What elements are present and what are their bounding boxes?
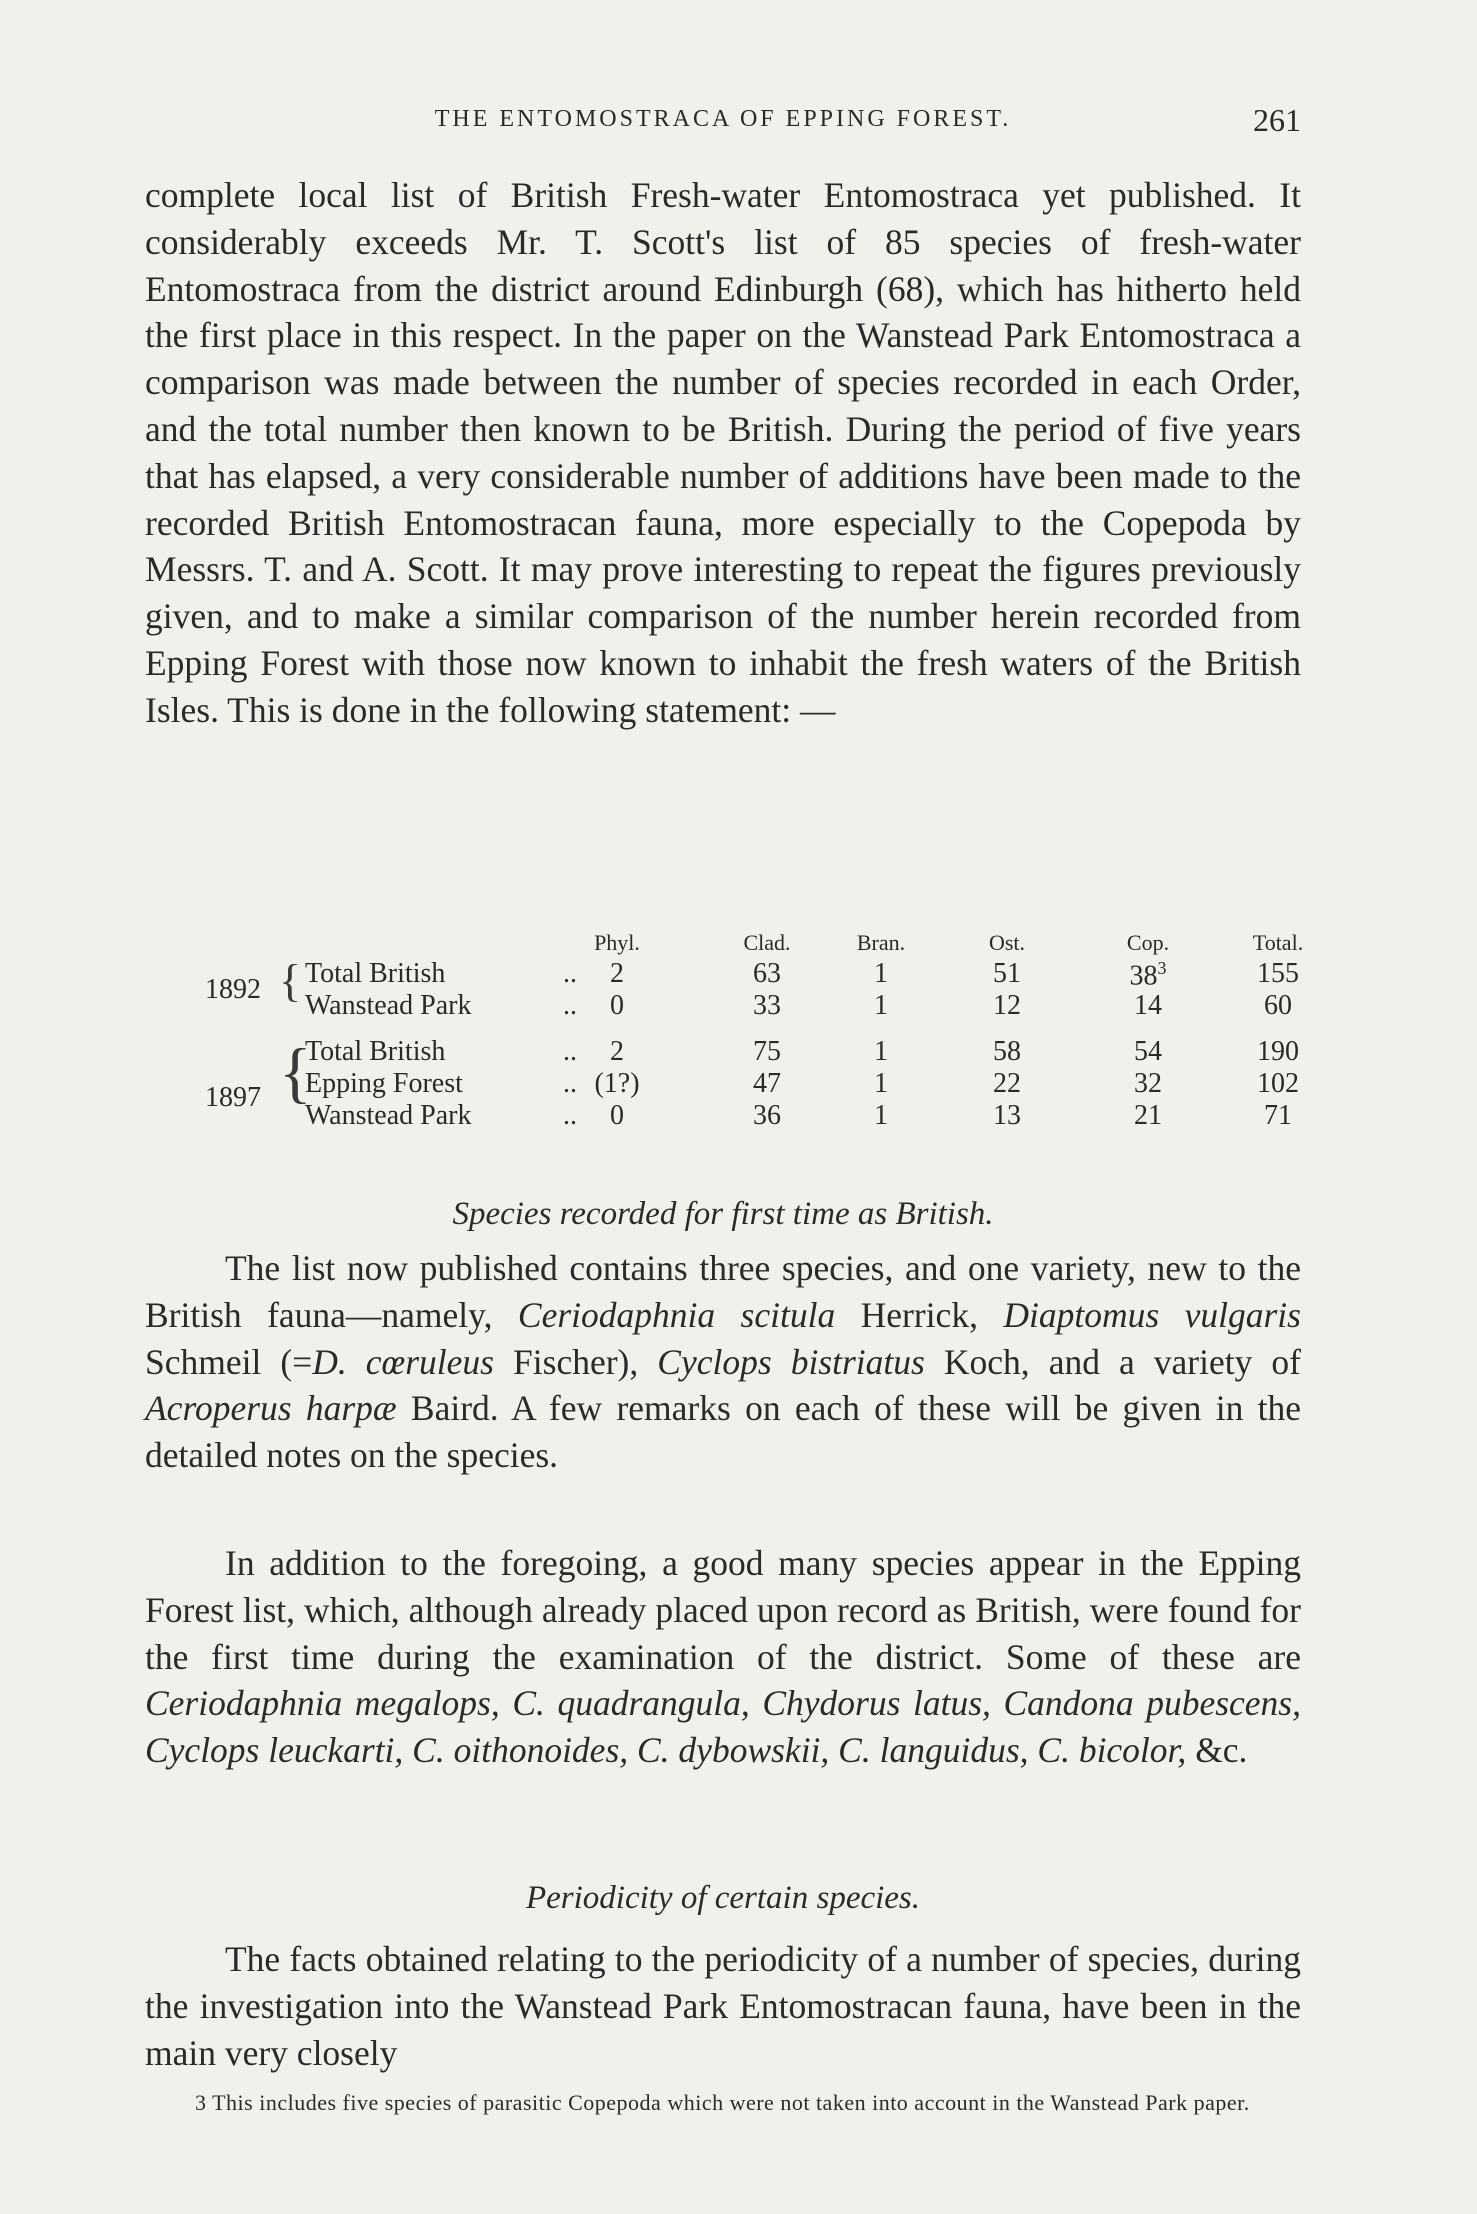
table-cell: 190 xyxy=(1257,1036,1299,1067)
paragraph-4: The facts obtained relating to the periodicity of a number of species, during the investigation into the Wanstead Park Entomostracan fauna, have been in the main very closely xyxy=(145,1939,1301,2073)
table-cell-with-note xyxy=(1130,958,1167,992)
paragraph-1: complete local list of British Fresh-water Entomostraca yet published. It considerably exceeds Mr. T. Scott's list of 85 species of fresh-water Entomostraca from the district around Edinburgh (68), which has hitherto held the first place in this respect. In the paper on the Wanstead Park Entomostraca a comparison was made between the number of species recorded in each Order, and the total number then known to be British. During the period of five years that has elapsed, a very considerable number of additions have been made to the recorded British Entomostracan fauna, more especially to the Copepoda by Messrs. T. and A. Scott. It may prove interesting to repeat the figures previously given, and to make a similar comparison of the number herein recorded from Epping Forest with those now known to inhabit the fresh waters of the British Isles. This is done in the following statement: — xyxy=(145,175,1301,730)
leader-dots: .. xyxy=(563,958,577,989)
page-header xyxy=(145,102,1301,142)
table-cell: 14 xyxy=(1134,990,1162,1021)
row-label: Epping Forest xyxy=(305,1068,463,1099)
text-run: Schmeil (= xyxy=(145,1341,313,1382)
year-label-1897: 1897 xyxy=(205,1082,261,1113)
table-cell: 2 xyxy=(610,1036,624,1067)
table-cell: 21 xyxy=(1134,1100,1162,1131)
table-cell: 0 xyxy=(610,1100,624,1131)
table-cell: 12 xyxy=(993,990,1021,1021)
species-list: Ceriodaphnia megalops, C. quadrangula, Chydorus latus, Candona pubescens, Cyclops leuckarti, C. oithonoides, C. dybowskii, C. languidus, C. bicolor, xyxy=(145,1683,1301,1771)
row-label: Total British xyxy=(305,1036,446,1067)
table-cell: 60 xyxy=(1264,990,1292,1021)
row-label: Wanstead Park xyxy=(305,990,472,1021)
footnote xyxy=(145,2090,1301,2116)
column-header-bran: Bran. xyxy=(856,930,906,955)
paragraph-3 xyxy=(145,1540,1301,1774)
table-cell: 102 xyxy=(1257,1068,1299,1099)
brace-1892: { xyxy=(279,955,302,1006)
footnote-reference: 3 xyxy=(1157,958,1167,978)
paragraph-new-species xyxy=(145,1245,1301,1479)
row-label: Total British xyxy=(305,958,446,989)
table-cell: 1 xyxy=(874,1100,888,1131)
table-cell: 22 xyxy=(993,1068,1021,1099)
species-name: Cyclops bistriatus xyxy=(657,1341,925,1382)
table-cell: 33 xyxy=(753,990,781,1021)
table-cell: 1 xyxy=(874,990,888,1021)
footnote-mark: 3 xyxy=(195,2090,207,2115)
section-heading-periodicity: Periodicity of certain species. xyxy=(525,1880,921,1916)
footnote-text: This includes five species of parasitic Copepoda which were not taken into account in the Wanstead Park paper. xyxy=(212,2090,1250,2115)
species-name: Ceriodaphnia scitula xyxy=(517,1294,836,1335)
table-cell: 1 xyxy=(874,1068,888,1099)
table-cell: 75 xyxy=(753,1036,781,1067)
table-cell: 1 xyxy=(874,958,888,989)
table-cell: 47 xyxy=(753,1068,781,1099)
table-cell: 155 xyxy=(1257,958,1299,989)
table-cell: 38 xyxy=(1129,960,1158,992)
table-cell: 36 xyxy=(753,1100,781,1131)
paragraph-periodicity xyxy=(145,1936,1301,2076)
text-run: The list now published contains three species, and one variety, new to the British fauna—namely, xyxy=(145,1248,1301,1335)
table-cell: 13 xyxy=(993,1100,1021,1131)
table-cell: 1 xyxy=(874,1036,888,1067)
leader-dots: .. xyxy=(563,990,577,1021)
text-run: Baird. A few remarks on each of these will be given in the detailed notes on the species. xyxy=(145,1388,1301,1476)
leader-dots: .. xyxy=(563,1068,577,1099)
text-run: Fischer), xyxy=(493,1341,658,1382)
paragraph-2 xyxy=(145,1245,1301,1479)
column-header-phyl: Phyl. xyxy=(594,930,640,955)
species-count-table xyxy=(145,930,1304,1131)
table-cell: 54 xyxy=(1134,1036,1162,1067)
row-label: Wanstead Park xyxy=(305,1100,472,1131)
table-cell: 71 xyxy=(1264,1100,1292,1131)
leader-dots: .. xyxy=(563,1036,577,1067)
page-number: 261 xyxy=(1253,102,1301,138)
brace-1897: { xyxy=(279,1034,312,1110)
species-name: Acroperus harpæ xyxy=(145,1388,397,1429)
paragraph-additional-species xyxy=(145,1540,1301,1774)
text-run: &c. xyxy=(1186,1730,1248,1771)
running-title: THE ENTOMOSTRACA OF EPPING FOREST. xyxy=(434,106,1012,132)
table-cell: (1?) xyxy=(594,1068,640,1099)
table-cell: 32 xyxy=(1134,1068,1162,1099)
leader-dots: .. xyxy=(563,1100,577,1131)
text-run: Herrick, xyxy=(835,1294,1004,1335)
year-label-1892: 1892 xyxy=(205,974,261,1005)
section-heading-first-time: Species recorded for first time as British. xyxy=(452,1196,994,1232)
table-cell: 0 xyxy=(610,990,624,1021)
table-cell: 63 xyxy=(753,958,781,989)
column-header-cop: Cop. xyxy=(1126,930,1170,955)
paragraph-intro xyxy=(145,172,1301,734)
text-run: In addition to the foregoing, a good many species appear in the Epping Forest list, which, although already placed upon record as British, were found for the first time during the examination of the district. Some of these are xyxy=(145,1543,1301,1677)
table-cell: 2 xyxy=(610,958,624,989)
column-header-total: Total. xyxy=(1252,930,1304,955)
species-name: Diaptomus vulgaris xyxy=(1003,1294,1301,1335)
table-cell: 58 xyxy=(993,1036,1021,1067)
column-header-ost: Ost. xyxy=(988,930,1026,955)
species-name: D. cœruleus xyxy=(312,1341,494,1382)
text-run: Koch, and a variety of xyxy=(924,1341,1301,1382)
column-header-clad: Clad. xyxy=(743,930,791,955)
table-cell: 51 xyxy=(993,958,1021,989)
